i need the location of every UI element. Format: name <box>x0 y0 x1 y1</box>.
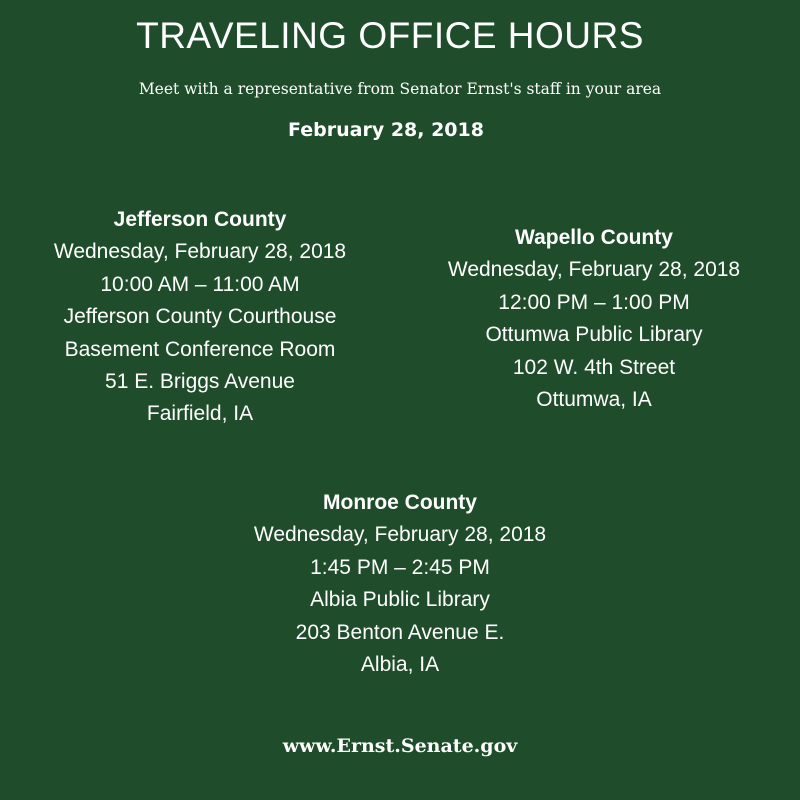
venue-name: Jefferson County Courthouse <box>63 305 337 329</box>
location-monroe-county <box>200 487 600 681</box>
city-state: Albia, IA <box>360 653 440 677</box>
page-subtitle: Meet with a representative from Senator Ernst's staff in your area <box>138 80 662 98</box>
event-day: Wednesday, February 28, 2018 <box>447 258 741 282</box>
page-title: TRAVELING OFFICE HOURS <box>136 15 644 56</box>
county-name: Monroe County <box>323 491 477 514</box>
street-address: 102 W. 4th Street <box>512 355 676 379</box>
county-name: Jefferson County <box>113 208 287 231</box>
event-time: 10:00 AM – 11:00 AM <box>100 272 300 296</box>
street-address: 203 Benton Avenue E. <box>295 620 505 644</box>
website-link[interactable]: www.Ernst.Senate.gov <box>282 735 518 757</box>
event-time: 1:45 PM – 2:45 PM <box>310 555 490 579</box>
street-address: 51 E. Briggs Avenue <box>105 370 295 394</box>
event-day: Wednesday, February 28, 2018 <box>253 523 547 547</box>
city-state: Fairfield, IA <box>146 402 254 426</box>
county-name: Wapello County <box>515 226 673 249</box>
venue-room: Basement Conference Room <box>64 337 336 361</box>
event-date: February 28, 2018 <box>288 119 484 141</box>
location-jefferson-county <box>0 204 400 431</box>
location-wapello-county <box>394 222 794 416</box>
venue-name: Ottumwa Public Library <box>485 323 703 347</box>
city-state: Ottumwa, IA <box>536 388 652 412</box>
event-time: 12:00 PM – 1:00 PM <box>498 290 690 314</box>
event-day: Wednesday, February 28, 2018 <box>53 240 347 264</box>
venue-name: Albia Public Library <box>310 588 490 612</box>
